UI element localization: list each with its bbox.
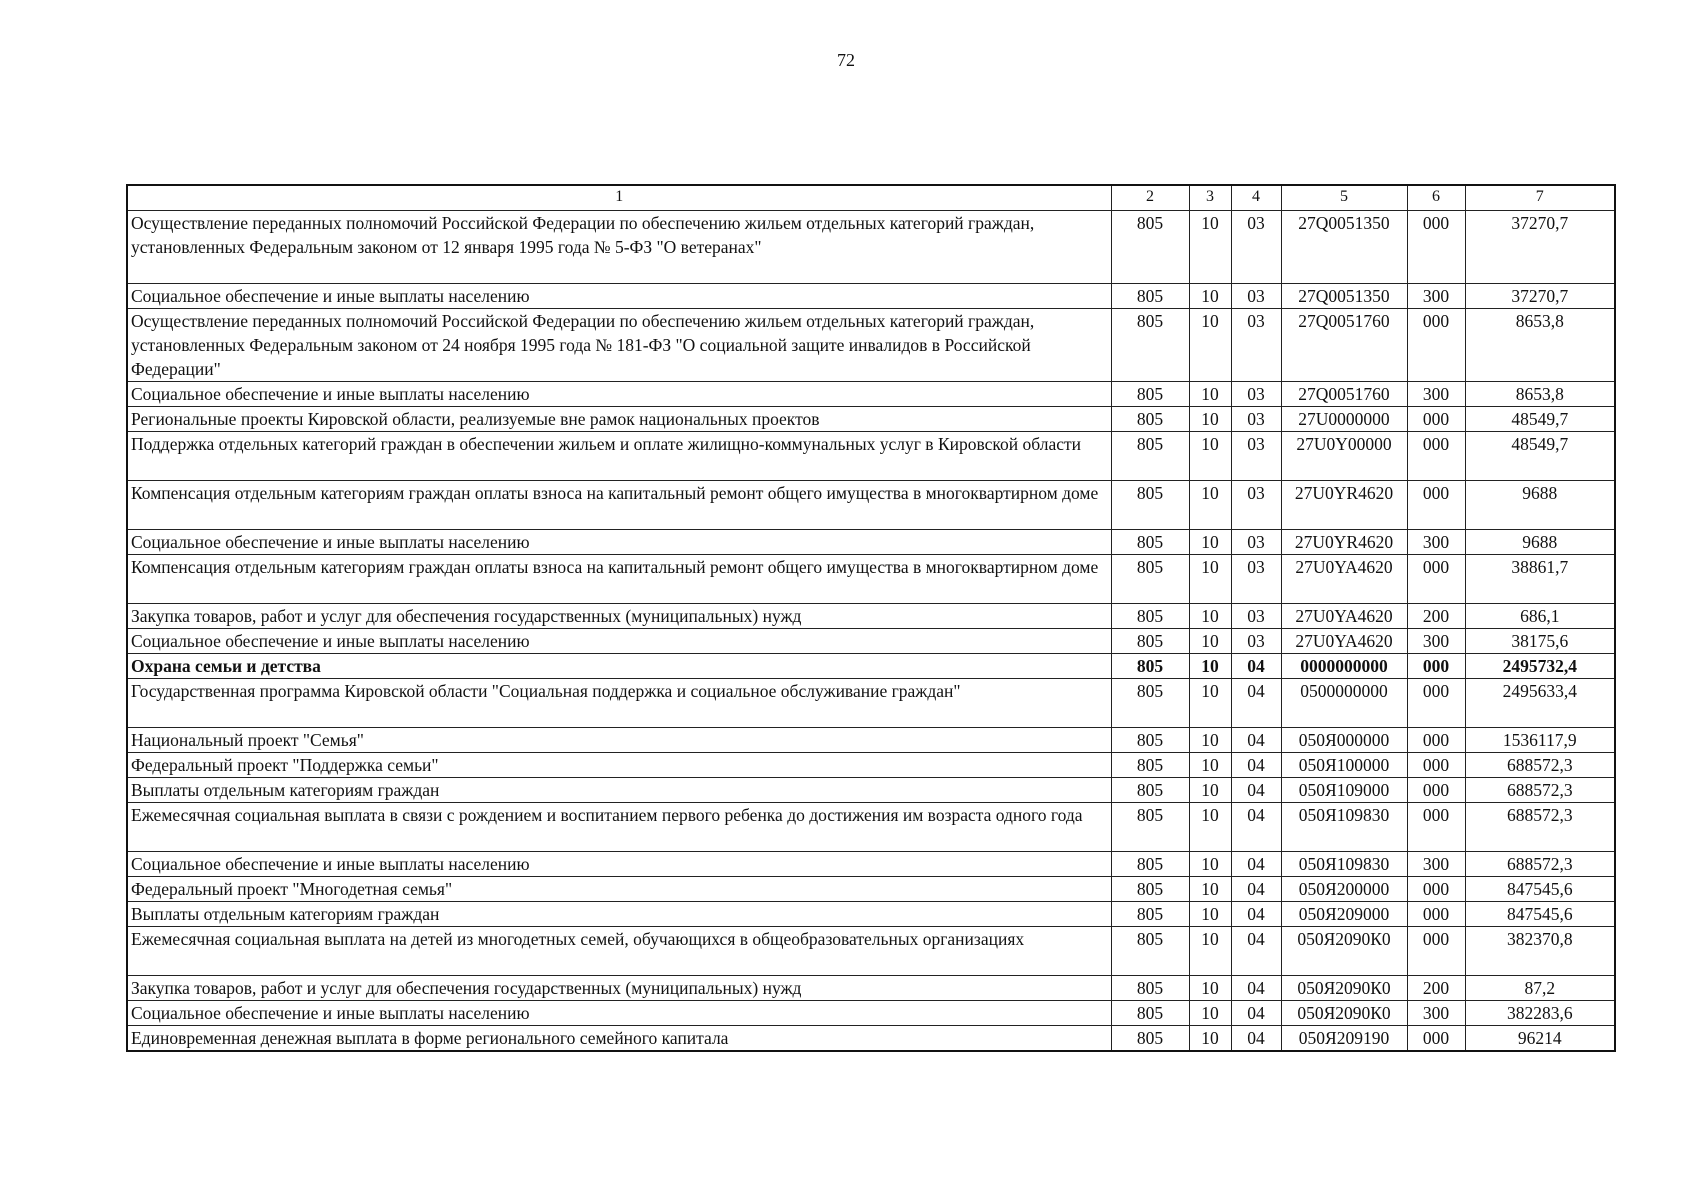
cell-amount: 38175,6 (1465, 629, 1615, 654)
table-row (127, 902, 1615, 927)
table-row (127, 530, 1615, 555)
cell-ministry: 805 (1111, 309, 1189, 382)
table-row (127, 778, 1615, 803)
row-name: Федеральный проект "Поддержка семьи" (127, 753, 1111, 778)
cell-subsection: 03 (1231, 481, 1281, 530)
cell-amount: 38861,7 (1465, 555, 1615, 604)
table-row (127, 211, 1615, 284)
cell-target-article: 050Я2090К0 (1281, 1001, 1407, 1026)
cell-section: 10 (1189, 902, 1231, 927)
cell-target-article: 050Я200000 (1281, 877, 1407, 902)
cell-expense-type: 000 (1407, 753, 1465, 778)
cell-target-article: 27U0YA4620 (1281, 629, 1407, 654)
cell-subsection: 04 (1231, 654, 1281, 679)
cell-section: 10 (1189, 877, 1231, 902)
row-name: Региональные проекты Кировской области, реализуемые вне рамок национальных проектов (127, 407, 1111, 432)
row-name: Осуществление переданных полномочий Российской Федерации по обеспечению жильем отдельных категорий граждан, установленных Федеральным законом от 12 января 1995 года № 5-ФЗ "О ветеранах" (127, 211, 1111, 284)
cell-section: 10 (1189, 1026, 1231, 1052)
cell-target-article: 050Я109830 (1281, 852, 1407, 877)
cell-target-article: 27U0YR4620 (1281, 481, 1407, 530)
row-name: Ежемесячная социальная выплата в связи с рождением и воспитанием первого ребенка до достижения им возраста одного года (127, 803, 1111, 852)
cell-subsection: 04 (1231, 902, 1281, 927)
cell-ministry: 805 (1111, 211, 1189, 284)
cell-subsection: 04 (1231, 1001, 1281, 1026)
cell-target-article: 050Я100000 (1281, 753, 1407, 778)
cell-target-article: 050Я109830 (1281, 803, 1407, 852)
cell-ministry: 805 (1111, 753, 1189, 778)
cell-expense-type: 200 (1407, 604, 1465, 629)
cell-subsection: 03 (1231, 629, 1281, 654)
cell-ministry: 805 (1111, 432, 1189, 481)
cell-expense-type: 000 (1407, 309, 1465, 382)
cell-ministry: 805 (1111, 778, 1189, 803)
row-name: Закупка товаров, работ и услуг для обеспечения государственных (муниципальных) нужд (127, 976, 1111, 1001)
cell-target-article: 050Я2090К0 (1281, 927, 1407, 976)
cell-section: 10 (1189, 432, 1231, 481)
cell-subsection: 03 (1231, 407, 1281, 432)
table-row (127, 432, 1615, 481)
cell-target-article: 27U0Y00000 (1281, 432, 1407, 481)
cell-amount: 382283,6 (1465, 1001, 1615, 1026)
table-row (127, 976, 1615, 1001)
cell-ministry: 805 (1111, 902, 1189, 927)
cell-amount: 1536117,9 (1465, 728, 1615, 753)
cell-amount: 9688 (1465, 530, 1615, 555)
cell-section: 10 (1189, 753, 1231, 778)
table-row (127, 753, 1615, 778)
row-name: Социальное обеспечение и иные выплаты населению (127, 629, 1111, 654)
cell-target-article: 27Q0051350 (1281, 284, 1407, 309)
table-row (127, 1001, 1615, 1026)
cell-ministry: 805 (1111, 530, 1189, 555)
cell-expense-type: 300 (1407, 382, 1465, 407)
cell-amount: 87,2 (1465, 976, 1615, 1001)
cell-section: 10 (1189, 407, 1231, 432)
cell-target-article: 27U0YA4620 (1281, 555, 1407, 604)
cell-amount: 2495732,4 (1465, 654, 1615, 679)
cell-section: 10 (1189, 555, 1231, 604)
cell-subsection: 03 (1231, 211, 1281, 284)
cell-subsection: 03 (1231, 432, 1281, 481)
row-name: Социальное обеспечение и иные выплаты населению (127, 530, 1111, 555)
cell-subsection: 04 (1231, 877, 1281, 902)
cell-section: 10 (1189, 1001, 1231, 1026)
table-row (127, 481, 1615, 530)
column-header: 3 (1189, 185, 1231, 211)
cell-subsection: 04 (1231, 852, 1281, 877)
cell-section: 10 (1189, 778, 1231, 803)
cell-expense-type: 000 (1407, 927, 1465, 976)
table-row (127, 382, 1615, 407)
cell-target-article: 27Q0051760 (1281, 309, 1407, 382)
cell-subsection: 04 (1231, 728, 1281, 753)
cell-target-article: 27U0YA4620 (1281, 604, 1407, 629)
row-name: Осуществление переданных полномочий Российской Федерации по обеспечению жильем отдельных категорий граждан, установленных Федеральным законом от 24 ноября 1995 года № 181-ФЗ "О социальной защите инвалидов в Российской Федерации" (127, 309, 1111, 382)
cell-ministry: 805 (1111, 877, 1189, 902)
column-header: 7 (1465, 185, 1615, 211)
cell-amount: 2495633,4 (1465, 679, 1615, 728)
cell-target-article: 050Я209190 (1281, 1026, 1407, 1052)
cell-subsection: 04 (1231, 1026, 1281, 1052)
cell-ministry: 805 (1111, 976, 1189, 1001)
cell-amount: 96214 (1465, 1026, 1615, 1052)
cell-expense-type: 000 (1407, 728, 1465, 753)
cell-subsection: 03 (1231, 284, 1281, 309)
cell-subsection: 03 (1231, 309, 1281, 382)
cell-subsection: 04 (1231, 803, 1281, 852)
cell-expense-type: 300 (1407, 629, 1465, 654)
row-name: Социальное обеспечение и иные выплаты населению (127, 1001, 1111, 1026)
row-name: Социальное обеспечение и иные выплаты населению (127, 382, 1111, 407)
row-name: Компенсация отдельным категориям граждан оплаты взноса на капитальный ремонт общего имущества в многоквартирном доме (127, 555, 1111, 604)
cell-target-article: 27U0000000 (1281, 407, 1407, 432)
cell-ministry: 805 (1111, 629, 1189, 654)
cell-section: 10 (1189, 284, 1231, 309)
budget-table (126, 184, 1616, 1052)
cell-amount: 48549,7 (1465, 432, 1615, 481)
table-row (127, 629, 1615, 654)
table-row (127, 852, 1615, 877)
cell-section: 10 (1189, 679, 1231, 728)
column-header: 1 (127, 185, 1111, 211)
table-row (127, 728, 1615, 753)
cell-amount: 37270,7 (1465, 284, 1615, 309)
cell-expense-type: 000 (1407, 1026, 1465, 1052)
table-row (127, 604, 1615, 629)
cell-subsection: 04 (1231, 679, 1281, 728)
table-row (127, 555, 1615, 604)
table-row (127, 927, 1615, 976)
cell-target-article: 27Q0051350 (1281, 211, 1407, 284)
row-name: Национальный проект "Семья" (127, 728, 1111, 753)
table-row (127, 407, 1615, 432)
cell-section: 10 (1189, 481, 1231, 530)
cell-amount: 382370,8 (1465, 927, 1615, 976)
cell-subsection: 03 (1231, 555, 1281, 604)
cell-expense-type: 000 (1407, 407, 1465, 432)
cell-ministry: 805 (1111, 382, 1189, 407)
row-name: Социальное обеспечение и иные выплаты населению (127, 284, 1111, 309)
cell-subsection: 03 (1231, 604, 1281, 629)
cell-expense-type: 300 (1407, 530, 1465, 555)
cell-section: 10 (1189, 211, 1231, 284)
row-name: Компенсация отдельным категориям граждан оплаты взноса на капитальный ремонт общего имущества в многоквартирном доме (127, 481, 1111, 530)
cell-amount: 847545,6 (1465, 877, 1615, 902)
cell-amount: 8653,8 (1465, 309, 1615, 382)
cell-target-article: 27Q0051760 (1281, 382, 1407, 407)
cell-expense-type: 000 (1407, 432, 1465, 481)
cell-ministry: 805 (1111, 927, 1189, 976)
cell-ministry: 805 (1111, 1026, 1189, 1052)
row-name: Выплаты отдельным категориям граждан (127, 778, 1111, 803)
cell-amount: 847545,6 (1465, 902, 1615, 927)
row-name: Выплаты отдельным категориям граждан (127, 902, 1111, 927)
table-row (127, 1026, 1615, 1052)
cell-amount: 688572,3 (1465, 753, 1615, 778)
cell-expense-type: 000 (1407, 481, 1465, 530)
row-name: Социальное обеспечение и иные выплаты населению (127, 852, 1111, 877)
cell-target-article: 0500000000 (1281, 679, 1407, 728)
cell-expense-type: 300 (1407, 852, 1465, 877)
cell-expense-type: 000 (1407, 654, 1465, 679)
cell-section: 10 (1189, 728, 1231, 753)
row-name: Единовременная денежная выплата в форме регионального семейного капитала (127, 1026, 1111, 1052)
cell-ministry: 805 (1111, 803, 1189, 852)
cell-subsection: 04 (1231, 976, 1281, 1001)
column-header: 4 (1231, 185, 1281, 211)
cell-expense-type: 000 (1407, 679, 1465, 728)
table-header-row (127, 185, 1615, 211)
table-row (127, 877, 1615, 902)
cell-amount: 686,1 (1465, 604, 1615, 629)
cell-target-article: 050Я2090К0 (1281, 976, 1407, 1001)
cell-expense-type: 200 (1407, 976, 1465, 1001)
cell-expense-type: 300 (1407, 1001, 1465, 1026)
cell-expense-type: 000 (1407, 778, 1465, 803)
cell-ministry: 805 (1111, 407, 1189, 432)
cell-subsection: 04 (1231, 778, 1281, 803)
cell-expense-type: 000 (1407, 211, 1465, 284)
cell-ministry: 805 (1111, 679, 1189, 728)
row-name: Федеральный проект "Многодетная семья" (127, 877, 1111, 902)
cell-section: 10 (1189, 803, 1231, 852)
column-header: 6 (1407, 185, 1465, 211)
cell-ministry: 805 (1111, 555, 1189, 604)
cell-target-article: 050Я109000 (1281, 778, 1407, 803)
cell-section: 10 (1189, 976, 1231, 1001)
cell-amount: 688572,3 (1465, 778, 1615, 803)
cell-ministry: 805 (1111, 604, 1189, 629)
cell-section: 10 (1189, 927, 1231, 976)
cell-subsection: 04 (1231, 927, 1281, 976)
cell-subsection: 03 (1231, 382, 1281, 407)
cell-section: 10 (1189, 382, 1231, 407)
cell-expense-type: 000 (1407, 555, 1465, 604)
cell-ministry: 805 (1111, 654, 1189, 679)
cell-section: 10 (1189, 604, 1231, 629)
cell-expense-type: 000 (1407, 803, 1465, 852)
cell-expense-type: 000 (1407, 877, 1465, 902)
row-name: Закупка товаров, работ и услуг для обеспечения государственных (муниципальных) нужд (127, 604, 1111, 629)
cell-amount: 48549,7 (1465, 407, 1615, 432)
cell-expense-type: 000 (1407, 902, 1465, 927)
cell-ministry: 805 (1111, 728, 1189, 753)
table-row (127, 284, 1615, 309)
table-row (127, 309, 1615, 382)
cell-ministry: 805 (1111, 481, 1189, 530)
table-row (127, 803, 1615, 852)
row-name: Охрана семьи и детства (127, 654, 1111, 679)
cell-section: 10 (1189, 309, 1231, 382)
column-header: 2 (1111, 185, 1189, 211)
cell-target-article: 27U0YR4620 (1281, 530, 1407, 555)
cell-section: 10 (1189, 530, 1231, 555)
page-number: 72 (837, 50, 855, 70)
cell-subsection: 03 (1231, 530, 1281, 555)
column-header: 5 (1281, 185, 1407, 211)
row-name: Ежемесячная социальная выплата на детей из многодетных семей, обучающихся в общеобразовательных организациях (127, 927, 1111, 976)
cell-ministry: 805 (1111, 852, 1189, 877)
cell-amount: 8653,8 (1465, 382, 1615, 407)
cell-target-article: 050Я209000 (1281, 902, 1407, 927)
table-row (127, 679, 1615, 728)
table-row-section-total (127, 654, 1615, 679)
cell-section: 10 (1189, 654, 1231, 679)
cell-amount: 688572,3 (1465, 803, 1615, 852)
row-name: Государственная программа Кировской области "Социальная поддержка и социальное обслуживание граждан" (127, 679, 1111, 728)
cell-ministry: 805 (1111, 1001, 1189, 1026)
cell-ministry: 805 (1111, 284, 1189, 309)
row-name: Поддержка отдельных категорий граждан в обеспечении жильем и оплате жилищно-коммунальных услуг в Кировской области (127, 432, 1111, 481)
cell-section: 10 (1189, 852, 1231, 877)
cell-target-article: 0000000000 (1281, 654, 1407, 679)
cell-subsection: 04 (1231, 753, 1281, 778)
cell-expense-type: 300 (1407, 284, 1465, 309)
cell-amount: 688572,3 (1465, 852, 1615, 877)
cell-amount: 37270,7 (1465, 211, 1615, 284)
cell-target-article: 050Я000000 (1281, 728, 1407, 753)
cell-section: 10 (1189, 629, 1231, 654)
cell-amount: 9688 (1465, 481, 1615, 530)
